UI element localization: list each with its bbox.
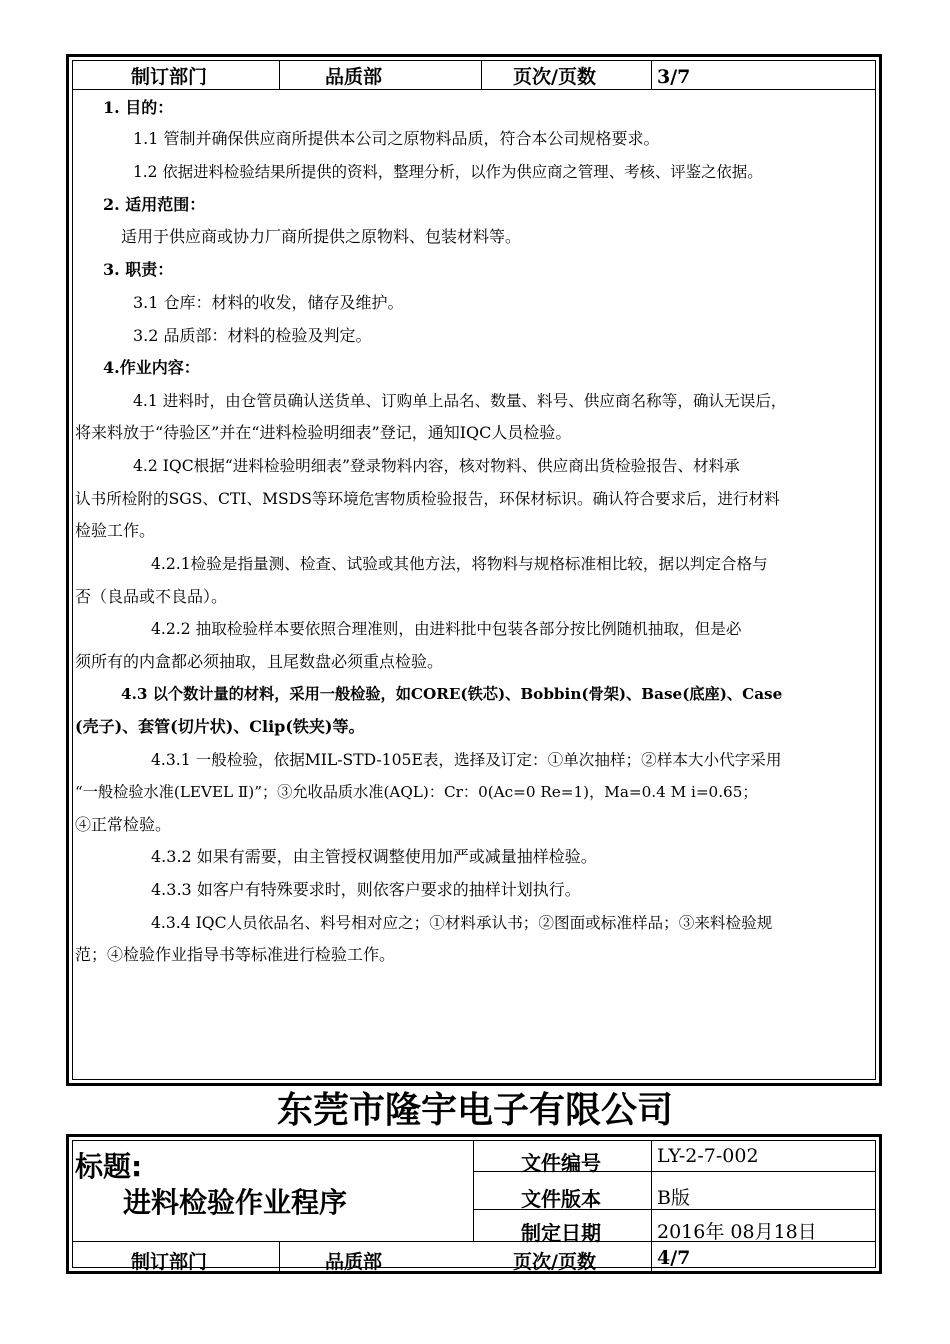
divider (651, 1141, 652, 1271)
paragraph-line: 认书所检附的SGS、CTI、MSDS等环境危害物质检验报告，环保材标识。确认符合要求后，进行材料 (75, 490, 780, 508)
divider (651, 61, 652, 89)
paragraph-line: 4.3.1 一般检验，依据MIL-STD-105E表，选择及订定：①单次抽样；②样本大小代字采用 (151, 751, 782, 769)
dept-label: 制订部门 (131, 66, 208, 88)
divider (279, 1241, 280, 1271)
section-heading: 1. 目的： (103, 98, 174, 117)
section-heading: 4.作业内容： (103, 358, 200, 377)
date-value: 2016年 08月18日 (657, 1221, 817, 1243)
paragraph-line: 检验工作。 (75, 521, 156, 540)
company-name: 东莞市隆宇电子有限公司 (276, 1090, 673, 1131)
paragraph-line: ④正常检验。 (75, 815, 172, 834)
paragraph-line: 须所有的内盒都必须抽取，且尾数盘必须重点检验。 (75, 652, 444, 671)
page3-inner-frame (72, 60, 876, 1080)
page-value: 3/7 (657, 66, 691, 88)
dept-value: 品质部 (325, 1251, 383, 1273)
paragraph-line: 4.3.3 如客户有特殊要求时，则依客户要求的抽样计划执行。 (151, 880, 581, 899)
paragraph-line: 1.2 依据进料检验结果所提供的资料，整理分析，以作为供应商之管理、考核、评鉴之依据。 (133, 163, 763, 181)
section-heading: 3. 职责： (103, 260, 174, 279)
divider (481, 61, 482, 89)
paragraph-line: 4.3.4 IQC人员依品名、料号相对应之；①材料承认书；②图面或标准样品；③来料检验规 (151, 914, 773, 932)
version-value: B版 (657, 1187, 690, 1209)
paragraph-line-bold: 4.3 以个数计量的材料，采用一般检验，如CORE(铁芯)、Bobbin(骨架)、Base(底座)、Case (121, 685, 783, 703)
document-title: 进料检验作业程序 (123, 1186, 348, 1219)
dept-value: 品质部 (325, 66, 383, 88)
page4-inner-frame (72, 1140, 876, 1273)
page-label: 页次/页数 (513, 1251, 596, 1273)
doc-no-value: LY-2-7-002 (657, 1145, 759, 1167)
paragraph-line: 1.1 管制并确保供应商所提供本公司之原物料品质，符合本公司规格要求。 (133, 129, 660, 148)
divider (279, 61, 280, 89)
paragraph-line: 否（良品或不良品）。 (75, 587, 228, 606)
version-label: 文件版本 (521, 1187, 601, 1211)
date-label: 制定日期 (521, 1221, 601, 1245)
paragraph-line: 4.2.1检验是指量测、检查、试验或其他方法，将物料与规格标准相比较，据以判定合格与 (151, 555, 768, 573)
page-value: 4/7 (657, 1247, 691, 1269)
paragraph-line: 将来料放于“待验区”并在“进料检验明细表”登记，通知IQC人员检验。 (75, 423, 572, 442)
dept-label: 制订部门 (131, 1251, 208, 1273)
paragraph-line-bold: (壳子)、套管(切片状)、Clip(铁夹)等。 (75, 717, 365, 736)
page3-frame (66, 54, 882, 1086)
paragraph-line: 适用于供应商或协力厂商所提供之原物料、包装材料等。 (121, 227, 522, 246)
paragraph-line: 4.2.2 抽取检验样本要依照合理准则，由进料批中包装各部分按比例随机抽取，但是必 (151, 620, 742, 638)
doc-no-label: 文件编号 (521, 1151, 601, 1175)
page3-header-row (73, 61, 875, 90)
page-label: 页次/页数 (513, 66, 596, 88)
paragraph-line: “一般检验水准(LEVEL Ⅱ)”；③允收品质水准(AQL)：Cr：0(Ac=0 Re=1)，Ma=0.4 M i=0.65； (75, 783, 758, 801)
paragraph-line: 4.2 IQC根据“进料检验明细表”登录物料内容，核对物料、供应商出货检验报告、材料承 (133, 457, 740, 475)
paragraph-line: 范；④检验作业指导书等标准进行检验工作。 (75, 945, 396, 964)
paragraph-line: 4.3.2 如果有需要，由主管授权调整使用加严或减量抽样检验。 (151, 847, 597, 866)
page4-header-table (66, 1134, 882, 1274)
paragraph-line: 3.2 品质部：材料的检验及判定。 (133, 326, 372, 345)
section-heading: 2. 适用范围： (103, 195, 206, 214)
title-label: 标题: (75, 1150, 143, 1183)
paragraph-line: 4.1 进料时，由仓管员确认送货单、订购单上品名、数量、料号、供应商名称等，确认无误后， (133, 392, 787, 410)
paragraph-line: 3.1 仓库：材料的收发，储存及维护。 (133, 293, 404, 312)
divider (473, 1141, 474, 1241)
